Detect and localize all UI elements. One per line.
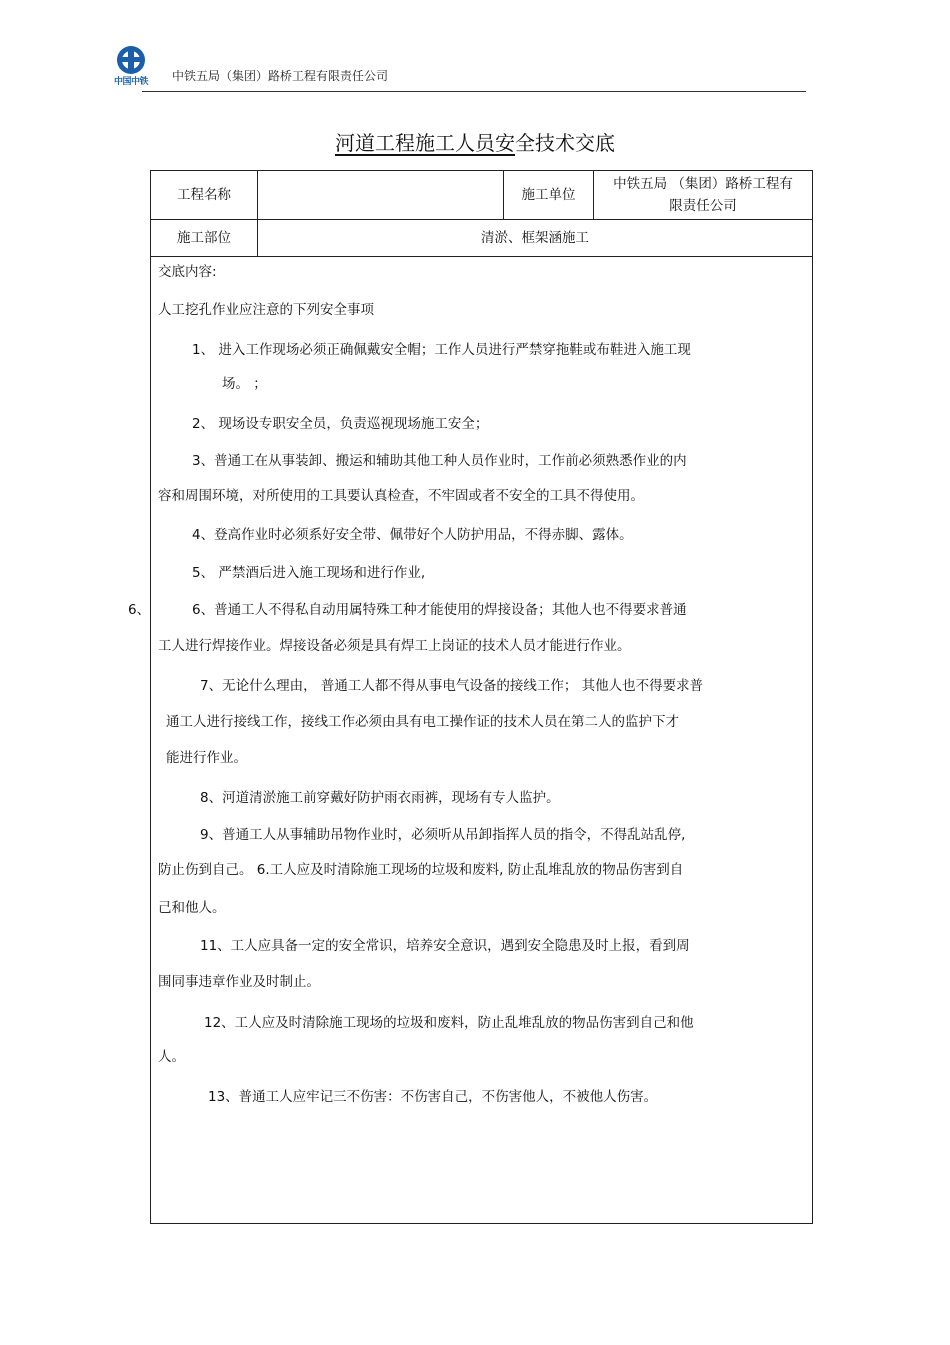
body-line: 12、工人应及时清除施工现场的垃圾和废料，防止乱堆乱放的物品伤害到自己和他	[204, 1015, 694, 1031]
unit-label: 施工单位	[521, 187, 576, 203]
body-line: 9、普通工人从事辅助吊物作业时，必须听从吊卸指挥人员的指令，不得乱站乱停,	[200, 827, 686, 843]
unit-value	[594, 171, 812, 219]
body-line: 场。 ；	[222, 376, 267, 392]
body-line: 8、河道清淤施工前穿戴好防护雨衣雨裤，现场有专人监护。	[200, 790, 560, 806]
body-line: 工人进行焊接作业。焊接设备必须是具有焊工上岗证的技术人员才能进行作业。	[158, 638, 631, 654]
body-line: 7、无论什么理由， 普通工人都不得从事电气设备的接线工作； 其他人也不得要求普	[200, 678, 704, 694]
header-divider	[142, 91, 806, 92]
title-rest: 全技术交底	[515, 131, 615, 155]
company-name: 中铁五局（集团）路桥工程有限责任公司	[172, 69, 389, 83]
body-line: 围同事违章作业及时制止。	[158, 974, 320, 990]
logo-text: 中国中铁	[113, 77, 148, 87]
body-line: 4、登高作业时必须系好安全带、佩带好个人防护用品，不得赤脚、露体。	[192, 527, 633, 543]
title-underlined: 河道工程施工人员安	[335, 131, 515, 155]
form-table	[150, 170, 813, 1224]
body-line: 己和他人。	[158, 900, 226, 916]
unit-value-line1: 中铁五局 （集团）路桥工程有	[613, 176, 793, 192]
body-line: 1、 进入工作现场必须正确佩戴安全帽；工作人员进行严禁穿拖鞋或布鞋进入施工现	[192, 342, 691, 358]
part-label: 施工部位	[177, 230, 231, 246]
body-line: 人。	[158, 1049, 185, 1065]
body-intro: 人工挖孔作业应注意的下列安全事项	[158, 302, 374, 318]
body-line: 3、普通工在从事装卸、搬运和辅助其他工种人员作业时，工作前必须熟悉作业的内	[192, 453, 687, 469]
part-value: 清淤、框架涵施工	[481, 230, 589, 246]
body-line: 5、 严禁酒后进入施工现场和进行作业,	[192, 565, 426, 581]
project-name-value	[258, 171, 503, 219]
body-line: 能进行作业。	[166, 750, 247, 766]
row-divider	[151, 256, 812, 257]
body-line: 防止伤到自己。 6.工人应及时清除施工现场的垃圾和废料, 防止乱堆乱放的物品伤害到自	[158, 862, 684, 878]
body-line: 容和周围环境，对所使用的工具要认真检查，不牢固或者不安全的工具不得使用。	[158, 488, 644, 504]
body-line: 11、工人应具备一定的安全常识，培养安全意识，遇到安全隐患及时上报，看到周	[200, 938, 690, 954]
body-line: 13、普通工人应牢记三不伤害：不伤害自己，不伤害他人，不被他人伤害。	[208, 1089, 658, 1105]
body-line: 6、普通工人不得私自动用属特殊工种才能使用的焊接设备；其他人也不得要求普通	[192, 602, 687, 618]
body-line: 2、 现场设专职安全员，负责巡视现场施工安全；	[192, 416, 489, 432]
page-title	[0, 127, 950, 156]
body-line: 通工人进行接线工作，接线工作必须由具有电工操作证的技术人员在第二人的监护下才	[166, 714, 679, 730]
margin-mark: 6、	[128, 602, 151, 618]
body-heading: 交底内容:	[158, 264, 217, 280]
project-name-label: 工程名称	[177, 187, 231, 203]
unit-value-line2: 限责任公司	[669, 198, 737, 214]
